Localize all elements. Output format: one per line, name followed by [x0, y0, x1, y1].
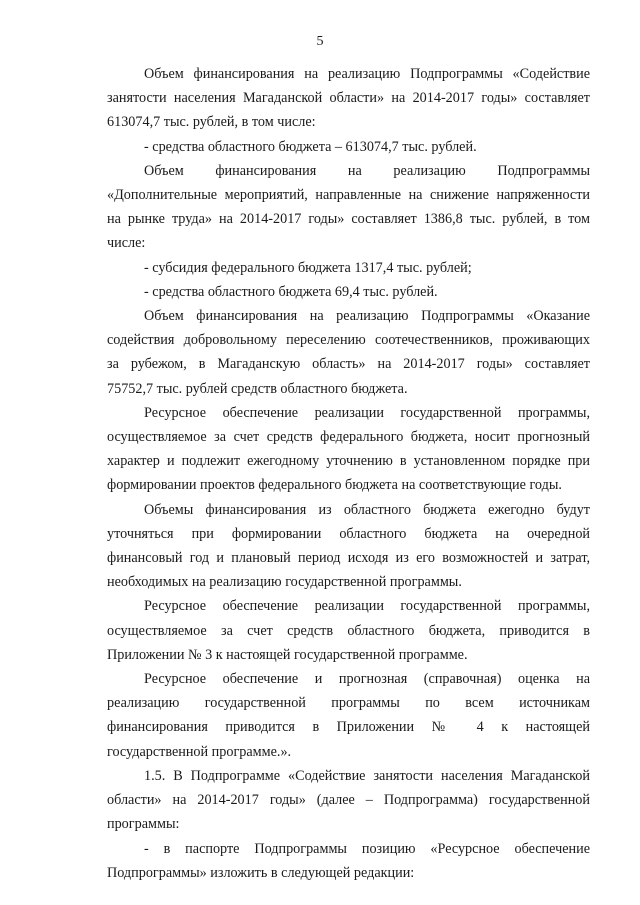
text-line: Объемы финансирования из областного бюджета ежегодно будут	[144, 501, 590, 518]
text-line: осуществляемое за счет средств областного бюджета, приводится в	[107, 622, 590, 639]
text-line: Подпрограммы» изложить в следующей редакции:	[107, 864, 415, 881]
document-body	[107, 62, 590, 885]
text-line: 1.5. В Подпрограмме «Содействие занятости населения Магаданской	[144, 767, 590, 784]
paragraph-regional-budget-1	[107, 135, 590, 159]
text-line: финансовый год и плановый период исходя из его возможностей и затрат,	[107, 550, 590, 567]
paragraph-federal-resources	[107, 401, 590, 498]
text-line: государственной программе.».	[107, 743, 292, 760]
text-line: Объем финансирования на реализацию Подпрограммы «Содействие	[144, 66, 590, 82]
text-line: - средства областного бюджета 69,4 тыс. рублей.	[144, 283, 438, 300]
text-line: реализацию государственной программы по всем источникам	[107, 695, 590, 712]
text-line: характер и подлежит ежегодному уточнению в установленном порядке при	[107, 453, 590, 470]
text-line: осуществляемое за счет средств федерального бюджета, носит прогнозный	[107, 429, 590, 446]
paragraph-regional-budget-2	[107, 280, 590, 304]
paragraph-appendix-4	[107, 667, 590, 764]
text-line: программы:	[107, 816, 180, 833]
text-line: Ресурсное обеспечение реализации государственной программы,	[144, 598, 590, 615]
page-number: 5	[316, 34, 324, 49]
text-line: необходимых на реализацию государственной программы.	[107, 574, 462, 591]
paragraph-passport-edit	[107, 837, 590, 885]
paragraph-funding-additional-measures	[107, 159, 590, 256]
paragraph-regional-clarification	[107, 498, 590, 595]
text-line: Ресурсное обеспечение реализации государственной программы,	[144, 404, 590, 421]
text-line: 75752,7 тыс. рублей средств областного бюджета.	[107, 380, 408, 397]
text-line: Объем финансирования на реализацию Подпрограммы	[144, 162, 590, 179]
text-line: формировании проектов федерального бюджета на соответствующие годы.	[107, 477, 562, 494]
text-line: за рубежом, в Магаданскую область» на 2014-2017 годы» составляет	[107, 356, 590, 373]
paragraph-appendix-3	[107, 594, 590, 667]
text-line: - в паспорте Подпрограммы позицию «Ресурсное обеспечение	[144, 840, 590, 857]
paragraph-section-1-5	[107, 764, 590, 837]
text-line: Объем финансирования на реализацию Подпрограммы «Оказание	[144, 308, 590, 325]
text-line: области» на 2014-2017 годы» (далее – Подпрограмма) государственной	[107, 792, 590, 809]
text-line: 613074,7 тыс. рублей, в том числе:	[107, 114, 316, 131]
text-line: - средства областного бюджета – 613074,7 тыс. рублей.	[144, 138, 477, 155]
text-line: Ресурсное обеспечение и прогнозная (справочная) оценка на	[144, 671, 590, 688]
text-line: финансирования приводится в Приложении № 4 к настоящей	[107, 719, 590, 736]
text-line: на рынке труда» на 2014-2017 годы» составляет 1386,8 тыс. рублей, в том	[107, 211, 590, 228]
text-line: - субсидия федерального бюджета 1317,4 тыс. рублей;	[144, 259, 472, 276]
text-line: содействия добровольному переселению соотечественников, проживающих	[107, 332, 590, 349]
text-line: «Дополнительные мероприятий, направленные на снижение напряженности	[107, 187, 590, 204]
paragraph-funding-resettlement	[107, 304, 590, 401]
paragraph-funding-employment	[107, 62, 590, 135]
text-line: уточняться при формировании областного бюджета на очередной	[107, 525, 590, 542]
paragraph-federal-subsidy	[107, 256, 590, 280]
text-line: занятости населения Магаданской области» на 2014-2017 годы» составляет	[107, 90, 590, 107]
text-line: числе:	[107, 235, 146, 252]
text-line: Приложении № 3 к настоящей государственной программе.	[107, 646, 468, 663]
